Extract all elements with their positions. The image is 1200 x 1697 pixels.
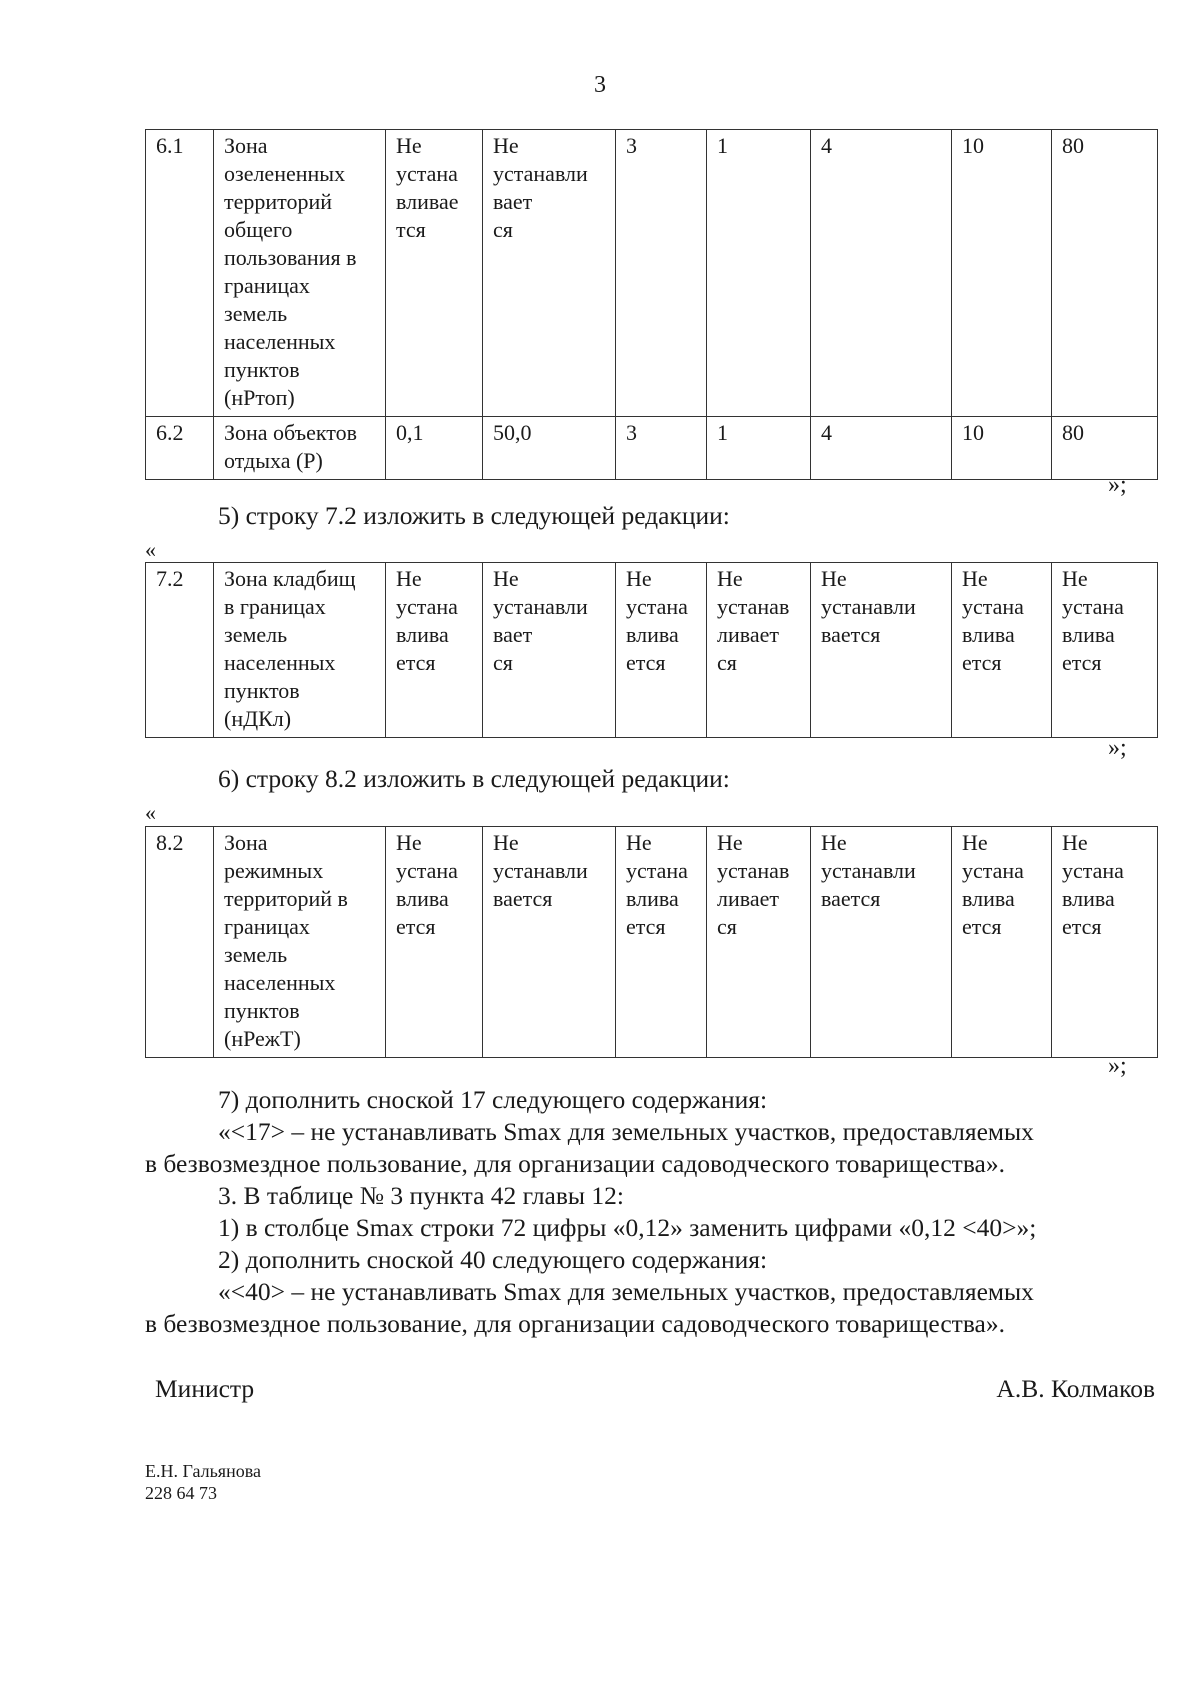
cell-num: 8.2: [146, 827, 214, 1058]
table-row-7-2: [145, 562, 1158, 738]
cell-num: 6.2: [146, 417, 214, 480]
cell-value: 3: [616, 130, 707, 417]
cell-value: Не устанавли вает ся: [483, 130, 616, 417]
table-row: [146, 827, 1158, 1058]
item-5: 5) строку 7.2 изложить в следующей редакции:: [218, 501, 730, 530]
cell-value: 1: [707, 130, 811, 417]
table-row-8-2: [145, 826, 1158, 1058]
quote-open: «: [145, 537, 156, 562]
cell-zone-name: Зона объектов отдыха (Р): [214, 417, 386, 480]
cell-value: Не устанавли вается: [811, 827, 952, 1058]
footnote-17-line-1: «<17> – не устанавливать Smax для земельных участков, предоставляемых: [218, 1117, 1034, 1146]
cell-value: 80: [1052, 417, 1158, 480]
item-6: 6) строку 8.2 изложить в следующей редакции:: [218, 764, 730, 793]
cell-value: 50,0: [483, 417, 616, 480]
item-3: 3. В таблице № 3 пункта 42 главы 12:: [218, 1181, 624, 1210]
cell-zone-name: Зона озелененных территорий общего пользования в границах земель населенных пунктов (нРтоп): [214, 130, 386, 417]
quote-close: »;: [1108, 735, 1127, 761]
cell-value: Не устанавли вает ся: [483, 563, 616, 738]
footnote-40-line-2: в безвозмездное пользование, для организации садоводческого товарищества».: [145, 1309, 1005, 1338]
footnote-40-line-1: «<40> – не устанавливать Smax для земельных участков, предоставляемых: [218, 1277, 1034, 1306]
cell-value: 3: [616, 417, 707, 480]
quote-open: «: [145, 800, 156, 825]
executor-name: Е.Н. Гальянова: [145, 1461, 261, 1481]
cell-num: 7.2: [146, 563, 214, 738]
cell-value: 4: [811, 417, 952, 480]
cell-value: Не устана влива ется: [616, 827, 707, 1058]
signature-title: Министр: [155, 1374, 255, 1403]
cell-value: Не устана влива ется: [386, 827, 483, 1058]
quote-close: »;: [1108, 1053, 1127, 1079]
cell-value: Не устанав ливает ся: [707, 827, 811, 1058]
cell-value: Не устана влива ется: [1052, 827, 1158, 1058]
cell-value: 10: [952, 130, 1052, 417]
item-3-1: 1) в столбце Smax строки 72 цифры «0,12» заменить цифрами «0,12 <40>»;: [218, 1213, 1037, 1242]
table-row: [146, 563, 1158, 738]
cell-value: Не устана влива ется: [616, 563, 707, 738]
cell-zone-name: Зона кладбищ в границах земель населенных пунктов (нДКл): [214, 563, 386, 738]
executor-phone: 228 64 73: [145, 1483, 217, 1503]
table-row: [146, 417, 1158, 480]
signature-name: А.В. Колмаков: [996, 1374, 1155, 1403]
cell-value: Не устана влива ется: [1052, 563, 1158, 738]
cell-value: 0,1: [386, 417, 483, 480]
table-row: [146, 130, 1158, 417]
cell-value: Не устана влива ется: [952, 563, 1052, 738]
item-7: 7) дополнить сноской 17 следующего содержания:: [218, 1085, 768, 1114]
cell-value: Не устанавли вается: [483, 827, 616, 1058]
cell-zone-name: Зона режимных территорий в границах земель населенных пунктов (нРежТ): [214, 827, 386, 1058]
quote-close: »;: [1108, 472, 1127, 498]
cell-value: 1: [707, 417, 811, 480]
item-3-2: 2) дополнить сноской 40 следующего содержания:: [218, 1245, 768, 1274]
cell-value: Не устана влива ется: [952, 827, 1052, 1058]
cell-value: Не устана вливае тся: [386, 130, 483, 417]
cell-value: 10: [952, 417, 1052, 480]
cell-num: 6.1: [146, 130, 214, 417]
table-rows-6: [145, 129, 1158, 480]
footnote-17-line-2: в безвозмездное пользование, для организации садоводческого товарищества».: [145, 1149, 1005, 1178]
cell-value: 4: [811, 130, 952, 417]
cell-value: Не устана влива ется: [386, 563, 483, 738]
page-number: 3: [594, 72, 606, 98]
cell-value: Не устанав ливает ся: [707, 563, 811, 738]
cell-value: 80: [1052, 130, 1158, 417]
cell-value: Не устанавли вается: [811, 563, 952, 738]
